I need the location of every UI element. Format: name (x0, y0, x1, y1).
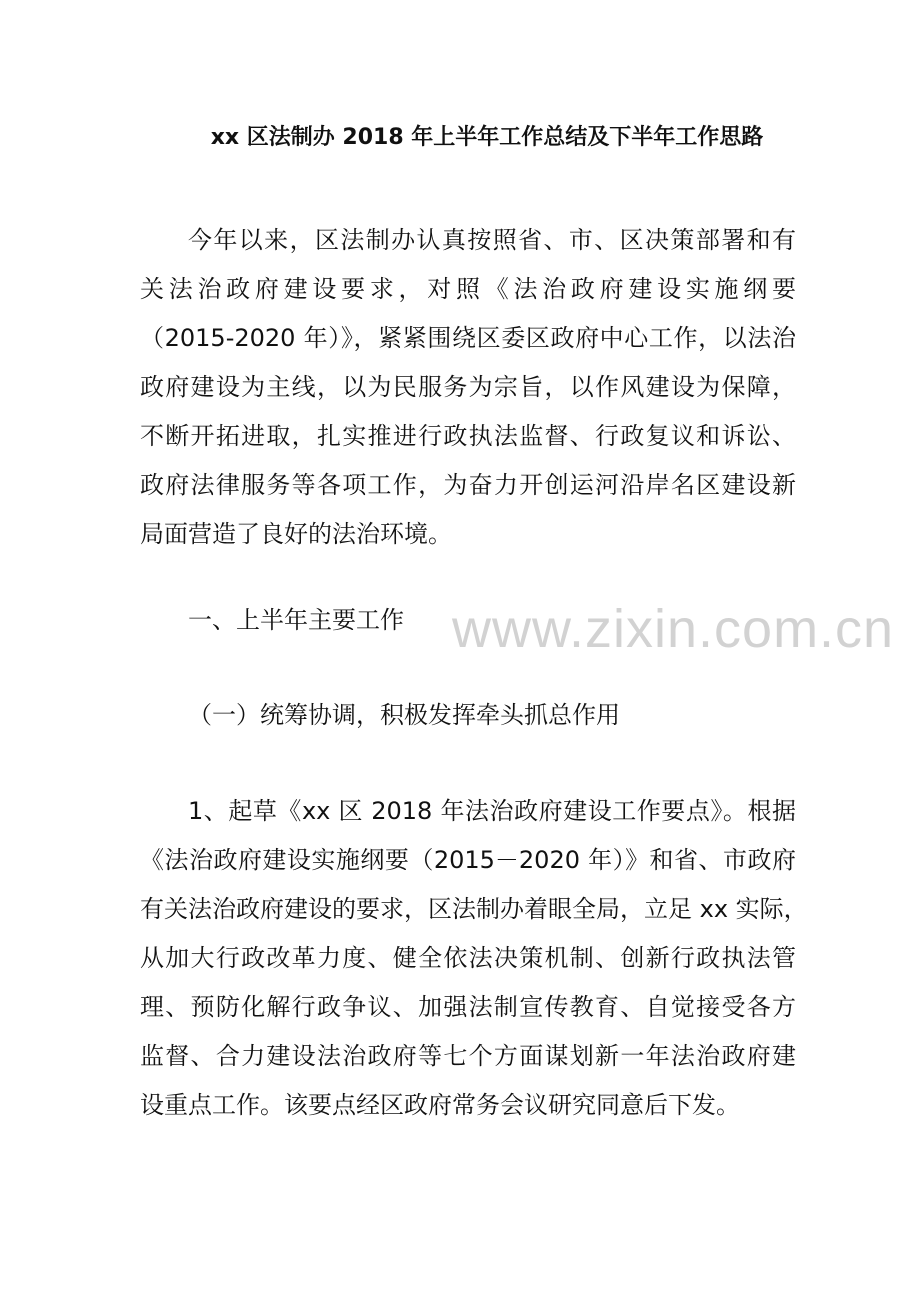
subsection-heading: （一）统筹协调，积极发挥牵头抓总作用 (188, 701, 620, 729)
paragraph-line: 从加大行政改革力度、健全依法决策机制、创新行政执法管 (140, 944, 796, 972)
paragraph-line: 今年以来，区法制办认真按照省、市、区决策部署和有 (188, 226, 796, 254)
item-1-paragraph (140, 787, 808, 1130)
paragraph-line: 1、起草《xx 区 2018 年法治政府建设工作要点》。根据 (188, 797, 796, 825)
section-heading: 一、上半年主要工作 (188, 606, 404, 634)
paragraph-line: 政府建设为主线，以为民服务为宗旨，以作风建设为保障， (140, 373, 796, 401)
paragraph-line: 不断开拓进取，扎实推进行政执法监督、行政复议和诉讼、 (140, 422, 796, 450)
watermark: www.zixin.com.cn (452, 599, 895, 659)
intro-paragraph (140, 216, 796, 559)
paragraph-line: 设重点工作。该要点经区政府常务会议研究同意后下发。 (140, 1091, 740, 1119)
document-title: xx 区法制办 2018 年上半年工作总结及下半年工作思路 (210, 125, 764, 150)
paragraph-line: 《法治政府建设实施纲要（2015－2020 年）》和省、市政府 (140, 846, 796, 874)
paragraph-line: （2015-2020 年）》，紧紧围绕区委区政府中心工作，以法治 (140, 324, 796, 352)
paragraph-line: 监督、合力建设法治政府等七个方面谋划新一年法治政府建 (140, 1042, 796, 1070)
paragraph-line: 政府法律服务等各项工作，为奋力开创运河沿岸名区建设新 (140, 471, 796, 499)
paragraph-line: 理、预防化解行政争议、加强法制宣传教育、自觉接受各方 (140, 993, 796, 1021)
paragraph-line: 关法治政府建设要求，对照《法治政府建设实施纲要 (140, 275, 796, 303)
paragraph-line: 局面营造了良好的法治环境。 (140, 520, 452, 548)
paragraph-line: 有关法治政府建设的要求，区法制办着眼全局，立足 xx 实际， (140, 895, 808, 923)
